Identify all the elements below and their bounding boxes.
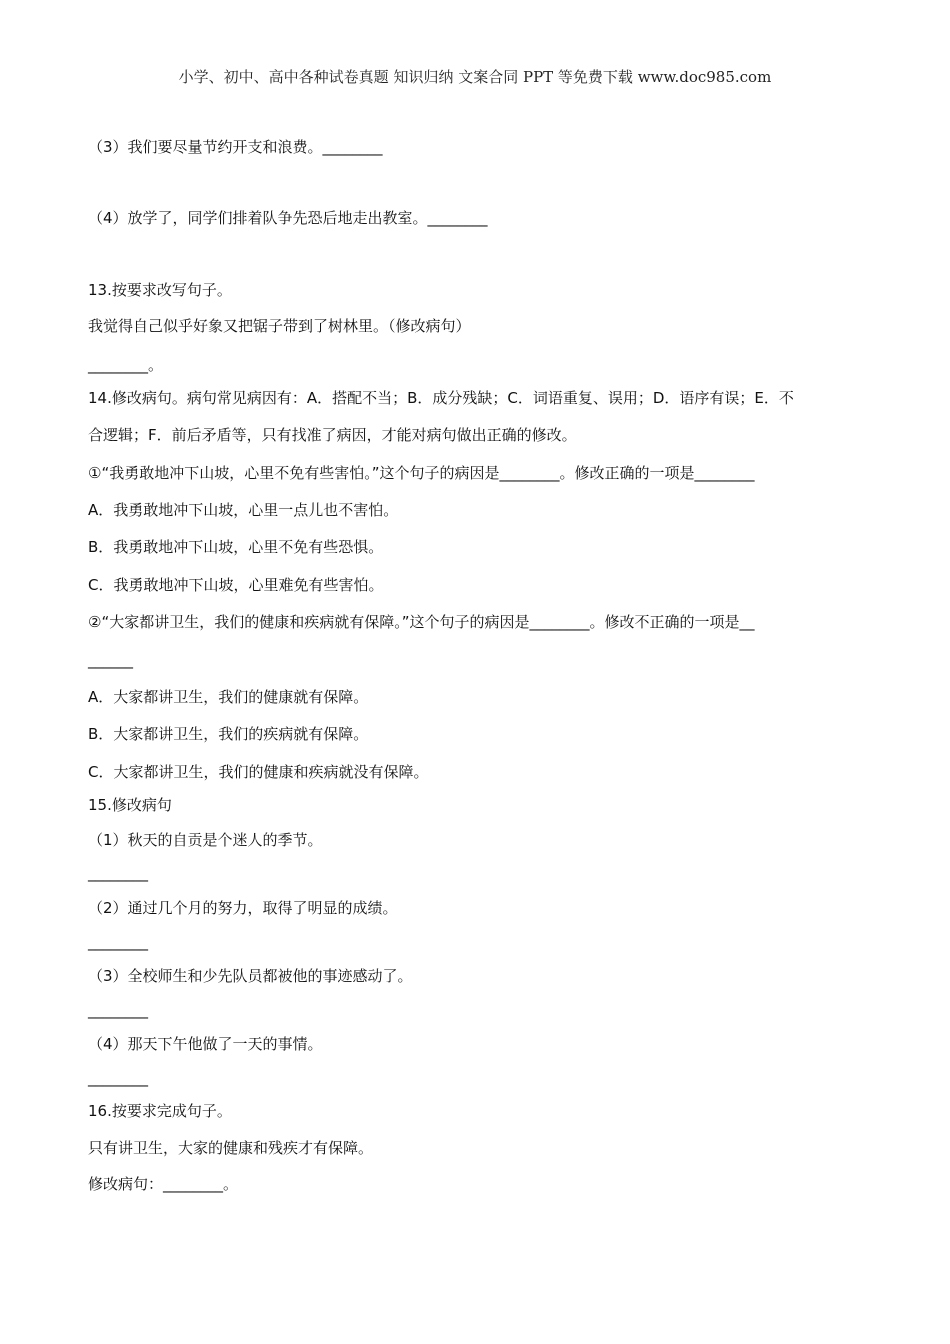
text-line [88, 388, 794, 408]
line-text-after: 。修改不正确的一项是__ [589, 613, 755, 631]
line-text: C．大家都讲卫生，我们的健康和疾病就没有保障。 [88, 763, 429, 781]
text-line [88, 463, 755, 483]
line-text: （3）我们要尽量节约开支和浪费。 [88, 138, 323, 156]
text-line [88, 724, 368, 744]
answer-blank: ________ [163, 1175, 224, 1193]
answer-blank: ________ [88, 1001, 148, 1019]
line-text: 13.按要求改写句子。 [88, 281, 232, 299]
text-line [88, 1068, 148, 1088]
text-line [88, 425, 577, 445]
line-text: 合逻辑；F．前后矛盾等，只有找准了病因，才能对病句做出正确的修改。 [88, 426, 577, 444]
text-line [88, 316, 471, 336]
text-line [88, 795, 172, 815]
line-text: 修改病句： [88, 1175, 164, 1193]
answer-blank: ________ [499, 464, 560, 482]
answer-blank: ________ [427, 209, 488, 227]
text-line [88, 355, 163, 375]
answer-blank: ________ [529, 613, 590, 631]
line-text: B．大家都讲卫生，我们的疾病就有保障。 [88, 725, 369, 743]
text-line [88, 687, 368, 707]
text-line [88, 1138, 373, 1158]
line-text: C．我勇敢地冲下山坡，心里难免有些害怕。 [88, 576, 384, 594]
text-line [88, 1174, 238, 1194]
page-header: 小学、初中、高中各种试卷真题 知识归纳 文案合同 PPT 等免费下载 www.doc985.com [178, 68, 772, 86]
line-text: A．我勇敢地冲下山坡，心里一点儿也不害怕。 [88, 501, 399, 519]
line-text: （2）通过几个月的努力，取得了明显的成绩。 [88, 899, 398, 917]
text-line [88, 932, 148, 952]
text-line [88, 966, 413, 986]
text-line [88, 650, 133, 670]
answer-blank: ________ [88, 933, 148, 951]
line-text: 16.按要求完成句子。 [88, 1102, 232, 1120]
line-text: 14.修改病句。病句常见病因有：A．搭配不当；B．成分残缺；C．词语重复、误用；D．语序有误；E．不 [88, 389, 794, 407]
text-line [88, 137, 383, 157]
line-text: （3）全校师生和少先队员都被他的事迹感动了。 [88, 967, 413, 985]
line-text: ②“大家都讲卫生，我们的健康和疾病就有保障。”这个句子的病因是 [88, 613, 530, 631]
answer-blank: ________ [322, 138, 383, 156]
answer-blank: ________ [88, 356, 148, 374]
text-line [88, 1034, 323, 1054]
text-line [88, 537, 383, 557]
line-text-after: 。 [148, 356, 164, 374]
text-line [88, 1101, 232, 1121]
text-line [88, 830, 323, 850]
line-text: 我觉得自己似乎好象又把锯子带到了树林里。（修改病句） [88, 317, 471, 335]
line-text: B．我勇敢地冲下山坡，心里不免有些恐惧。 [88, 538, 384, 556]
line-text: 只有讲卫生，大家的健康和残疾才有保障。 [88, 1139, 374, 1157]
line-text: （4）放学了，同学们排着队争先恐后地走出教室。 [88, 209, 428, 227]
answer-blank: ________ [88, 1069, 148, 1087]
text-line [88, 575, 383, 595]
text-line [88, 1000, 148, 1020]
line-text: （4）那天下午他做了一天的事情。 [88, 1035, 323, 1053]
line-text: ①“我勇敢地冲下山坡，心里不免有些害怕。”这个句子的病因是 [88, 464, 500, 482]
text-line [88, 898, 398, 918]
text-line [88, 280, 232, 300]
text-line [88, 612, 755, 632]
text-line [88, 762, 428, 782]
answer-blank: ________ [88, 864, 148, 882]
line-text: 15.修改病句 [88, 796, 172, 814]
answer-blank: ______ [88, 651, 133, 669]
line-text: A．大家都讲卫生，我们的健康就有保障。 [88, 688, 369, 706]
line-text-after: 。修改正确的一项是________ [559, 464, 755, 482]
line-text: （1）秋天的自贡是个迷人的季节。 [88, 831, 323, 849]
line-text-after: 。 [223, 1175, 239, 1193]
text-line [88, 500, 398, 520]
text-line [88, 863, 148, 883]
text-line [88, 208, 488, 228]
